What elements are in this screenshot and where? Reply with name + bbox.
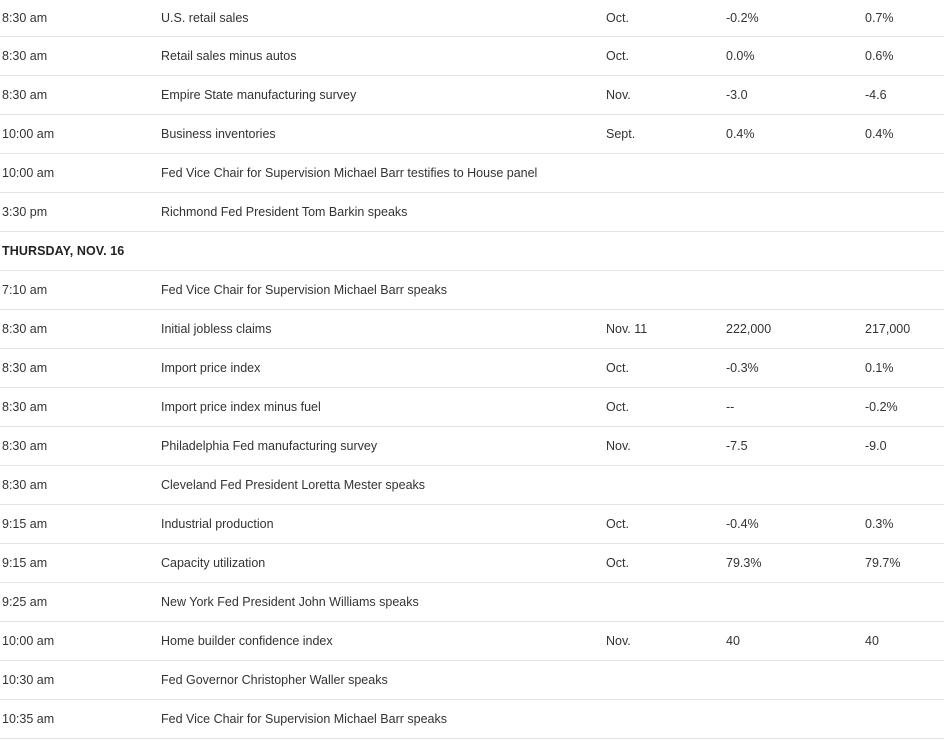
previous-value: 0.3% bbox=[865, 517, 894, 531]
table-row bbox=[0, 310, 944, 349]
event-name: Fed Vice Chair for Supervision Michael Barr speaks bbox=[161, 712, 448, 726]
previous-value: 0.7% bbox=[865, 11, 894, 25]
actual-value: -3.0 bbox=[726, 88, 748, 102]
report-period: Nov. bbox=[606, 634, 631, 648]
table-row bbox=[0, 115, 944, 154]
event-name: Business inventories bbox=[161, 127, 276, 141]
table-row bbox=[0, 661, 944, 700]
previous-value: 79.7% bbox=[865, 556, 901, 570]
event-time: 10:00 am bbox=[2, 634, 55, 648]
table-row bbox=[0, 544, 944, 583]
actual-value: -7.5 bbox=[726, 439, 748, 453]
report-period: Oct. bbox=[606, 361, 629, 375]
previous-value: -0.2% bbox=[865, 400, 898, 414]
table-row bbox=[0, 271, 944, 310]
event-name: Import price index minus fuel bbox=[161, 400, 321, 414]
report-period: Nov. 11 bbox=[606, 322, 648, 336]
report-period: Oct. bbox=[606, 11, 629, 25]
event-time: 8:30 am bbox=[2, 478, 48, 492]
table-row bbox=[0, 466, 944, 505]
table-row bbox=[0, 349, 944, 388]
previous-value: -4.6 bbox=[865, 88, 887, 102]
actual-value: 222,000 bbox=[726, 322, 772, 336]
previous-value: -9.0 bbox=[865, 439, 887, 453]
actual-value: 79.3% bbox=[726, 556, 762, 570]
report-period: Nov. bbox=[606, 88, 631, 102]
event-name: Richmond Fed President Tom Barkin speaks bbox=[161, 205, 408, 219]
actual-value: -0.3% bbox=[726, 361, 759, 375]
event-time: 3:30 pm bbox=[2, 205, 48, 219]
previous-value: 217,000 bbox=[865, 322, 911, 336]
table-row bbox=[0, 505, 944, 544]
actual-value: -- bbox=[726, 400, 735, 414]
actual-value: -0.4% bbox=[726, 517, 759, 531]
actual-value: -0.2% bbox=[726, 11, 759, 25]
event-time: 8:30 am bbox=[2, 400, 48, 414]
event-time: 8:30 am bbox=[2, 439, 48, 453]
table-row bbox=[0, 37, 944, 76]
event-name: Home builder confidence index bbox=[161, 634, 333, 648]
table-row bbox=[0, 76, 944, 115]
event-name: Fed Vice Chair for Supervision Michael Barr speaks bbox=[161, 283, 448, 297]
event-name: Cleveland Fed President Loretta Mester speaks bbox=[161, 478, 426, 492]
event-name: Import price index bbox=[161, 361, 261, 375]
event-time: 9:15 am bbox=[2, 556, 48, 570]
report-period: Oct. bbox=[606, 517, 629, 531]
previous-value: 0.1% bbox=[865, 361, 894, 375]
table-row bbox=[0, 583, 944, 622]
event-time: 8:30 am bbox=[2, 88, 48, 102]
event-name: Fed Governor Christopher Waller speaks bbox=[161, 673, 388, 687]
event-time: 8:30 am bbox=[2, 49, 48, 63]
report-period: Nov. bbox=[606, 439, 631, 453]
event-name: Capacity utilization bbox=[161, 556, 266, 570]
previous-value: 40 bbox=[865, 634, 879, 648]
previous-value: 0.4% bbox=[865, 127, 894, 141]
actual-value: 0.0% bbox=[726, 49, 755, 63]
report-period: Sept. bbox=[606, 127, 636, 141]
event-time: 9:15 am bbox=[2, 517, 48, 531]
day-header-row bbox=[0, 232, 944, 271]
table-row bbox=[0, 700, 944, 739]
table-row bbox=[0, 622, 944, 661]
event-name: Initial jobless claims bbox=[161, 322, 272, 336]
table-row bbox=[0, 388, 944, 427]
event-time: 8:30 am bbox=[2, 11, 48, 25]
day-header-label: THURSDAY, NOV. 16 bbox=[2, 244, 125, 258]
report-period: Oct. bbox=[606, 49, 629, 63]
actual-value: 40 bbox=[726, 634, 740, 648]
event-time: 10:30 am bbox=[2, 673, 55, 687]
event-time: 7:10 am bbox=[2, 283, 48, 297]
table-row bbox=[0, 427, 944, 466]
event-name: Fed Vice Chair for Supervision Michael Barr testifies to House panel bbox=[161, 166, 538, 180]
event-name: Industrial production bbox=[161, 517, 274, 531]
report-period: Oct. bbox=[606, 400, 629, 414]
event-name: Philadelphia Fed manufacturing survey bbox=[161, 439, 378, 453]
event-time: 8:30 am bbox=[2, 361, 48, 375]
event-name: U.S. retail sales bbox=[161, 11, 249, 25]
table-row bbox=[0, 154, 944, 193]
actual-value: 0.4% bbox=[726, 127, 755, 141]
event-time: 10:00 am bbox=[2, 127, 55, 141]
event-name: New York Fed President John Williams speaks bbox=[161, 595, 419, 609]
event-name: Retail sales minus autos bbox=[161, 49, 297, 63]
table-row bbox=[0, 0, 944, 37]
report-period: Oct. bbox=[606, 556, 629, 570]
event-name: Empire State manufacturing survey bbox=[161, 88, 357, 102]
event-time: 10:00 am bbox=[2, 166, 55, 180]
event-time: 9:25 am bbox=[2, 595, 48, 609]
event-time: 8:30 am bbox=[2, 322, 48, 336]
previous-value: 0.6% bbox=[865, 49, 894, 63]
event-time: 10:35 am bbox=[2, 712, 55, 726]
table-row bbox=[0, 193, 944, 232]
